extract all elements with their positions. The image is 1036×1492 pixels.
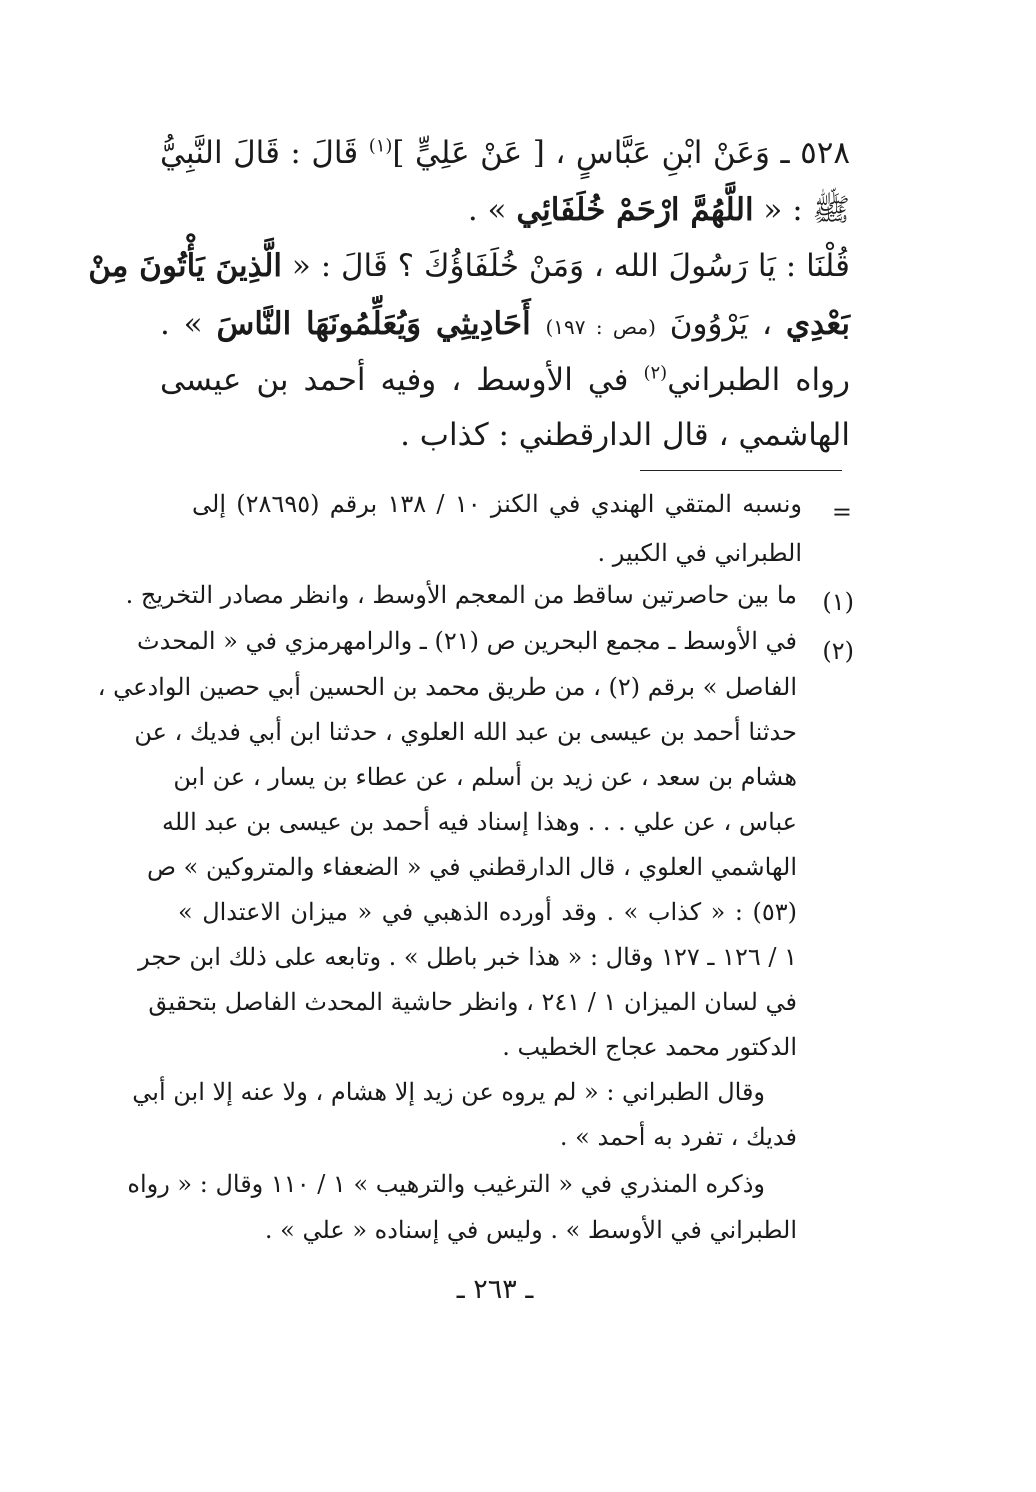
footnote-2-line-10: الدكتور محمد عجاج الخطيب . <box>502 1033 797 1061</box>
footnote-2-line-12: فديك ، تفرد به أحمد » . <box>559 1123 797 1151</box>
footnote-2-line-14: الطبراني في الأوسط » . وليس في إسناده « علي » . <box>264 1216 797 1244</box>
narration-text-a: رواه الطبراني <box>667 362 850 398</box>
hadith-line-1 <box>160 135 850 172</box>
footnote-2-line-2: الفاصل » برقم (٢) ، من طريق محمد بن الحسين أبي حصين الوادعي ، <box>97 673 797 701</box>
footnote-2-line-6: الهاشمي العلوي ، قال الدارقطني في « الضعفاء والمتروكين » ص <box>147 853 797 881</box>
narration-line-1 <box>160 362 850 399</box>
hadith-line-2-text-b: » . <box>467 192 517 228</box>
source-page-reference: (مص : ١٩٧) <box>545 315 656 339</box>
footnote-2-line-13: وذكره المنذري في « الترغيب والترهيب » ١ / ١١٠ وقال : « رواه <box>127 1170 765 1198</box>
footnote-2-line-11: وقال الطبراني : « لم يروه عن زيد إلا هشام ، ولا عنه إلا ابن أبي <box>132 1078 765 1106</box>
footnote-2-line-8: ١ / ١٢٦ ـ ١٢٧ وقال : « هذا خبر باطل » . وتابعه على ذلك ابن حجر <box>138 943 797 971</box>
footnote-2-line-5: عباس ، عن علي . . . وهذا إسناد فيه أحمد بن عيسى بن عبد الله <box>161 808 797 836</box>
hadith-prophet-quote: اللَّهُمَّ ارْحَمْ خُلَفَائِي <box>516 192 754 228</box>
hadith-line-4-text-b: » . <box>160 306 217 342</box>
hadith-line-4-bold-b: أَحَادِيثِي وَيُعَلِّمُونَهَا النَّاسَ <box>216 306 546 342</box>
narration-text-b: في الأوسط ، وفيه أحمد بن عيسى <box>160 362 644 398</box>
footnote-2-marker: (٢) <box>822 637 854 665</box>
footnote-ref-2: (٢) <box>643 362 668 384</box>
continuation-marker: = <box>831 498 852 526</box>
hadith-line-3-text-a: قُلْنَا : يَا رَسُولَ الله ، وَمَنْ خُلَفَاؤُكَ ؟ قَالَ : « <box>282 248 850 284</box>
footnote-2-line-9: في لسان الميزان ١ / ٢٤١ ، وانظر حاشية المحدث الفاصل بتحقيق <box>148 988 797 1016</box>
hadith-line-3-bold: الَّذِينَ يَأْتُونَ مِنْ <box>88 248 283 284</box>
footnote-2-line-3: حدثنا أحمد بن عيسى بن عبد الله العلوي ، حدثنا ابن أبي فديك ، عن <box>134 718 797 746</box>
hadith-line-4-text-a: ، يَرْوُونَ <box>655 306 786 342</box>
footnote-ref-1: (١) <box>368 135 393 157</box>
footnote-2-line-4: هشام بن سعد ، عن زيد بن أسلم ، عن عطاء بن يسار ، عن ابن <box>173 763 797 791</box>
footnote-2-line-1: في الأوسط ـ مجمع البحرين ص (٢١) ـ والرامهرمزي في « المحدث <box>137 627 797 655</box>
footnote-continuation-line-2: الطبراني في الكبير . <box>597 539 802 567</box>
hadith-line-3 <box>88 248 850 285</box>
hadith-line-4 <box>160 306 850 343</box>
hadith-line-4-bold-a: بَعْدِي <box>785 306 850 342</box>
footnote-1-marker: (١) <box>822 588 854 616</box>
footnote-separator <box>640 470 842 471</box>
hadith-line-1-text-b: قَالَ : قَالَ النَّبِيُّ <box>160 135 369 171</box>
footnote-2-line-7: (٥٣) : « كذاب » . وقد أورده الذهبي في « ميزان الاعتدال » <box>178 898 797 926</box>
narration-line-2 <box>160 417 850 454</box>
narration-line-2-text: الهاشمي ، قال الدارقطني : كذاب . <box>400 417 850 453</box>
hadith-line-2-text-a: ﷺ : « <box>753 192 850 228</box>
footnote-continuation-line-1: ونسبه المتقي الهندي في الكنز ١٠ / ١٣٨ برقم (٢٨٦٩٥) إلى <box>192 490 802 518</box>
page-number: ـ ٢٦٣ ـ <box>456 1274 534 1305</box>
footnote-1-line-1: ما بين حاصرتين ساقط من المعجم الأوسط ، وانظر مصادر التخريج . <box>125 581 797 609</box>
hadith-line-2 <box>160 192 850 229</box>
hadith-line-1-text-a: ٥٢٨ ـ وَعَنْ ابْنِ عَبَّاسٍ ، [ عَنْ عَلِيٍّ ] <box>392 135 851 171</box>
